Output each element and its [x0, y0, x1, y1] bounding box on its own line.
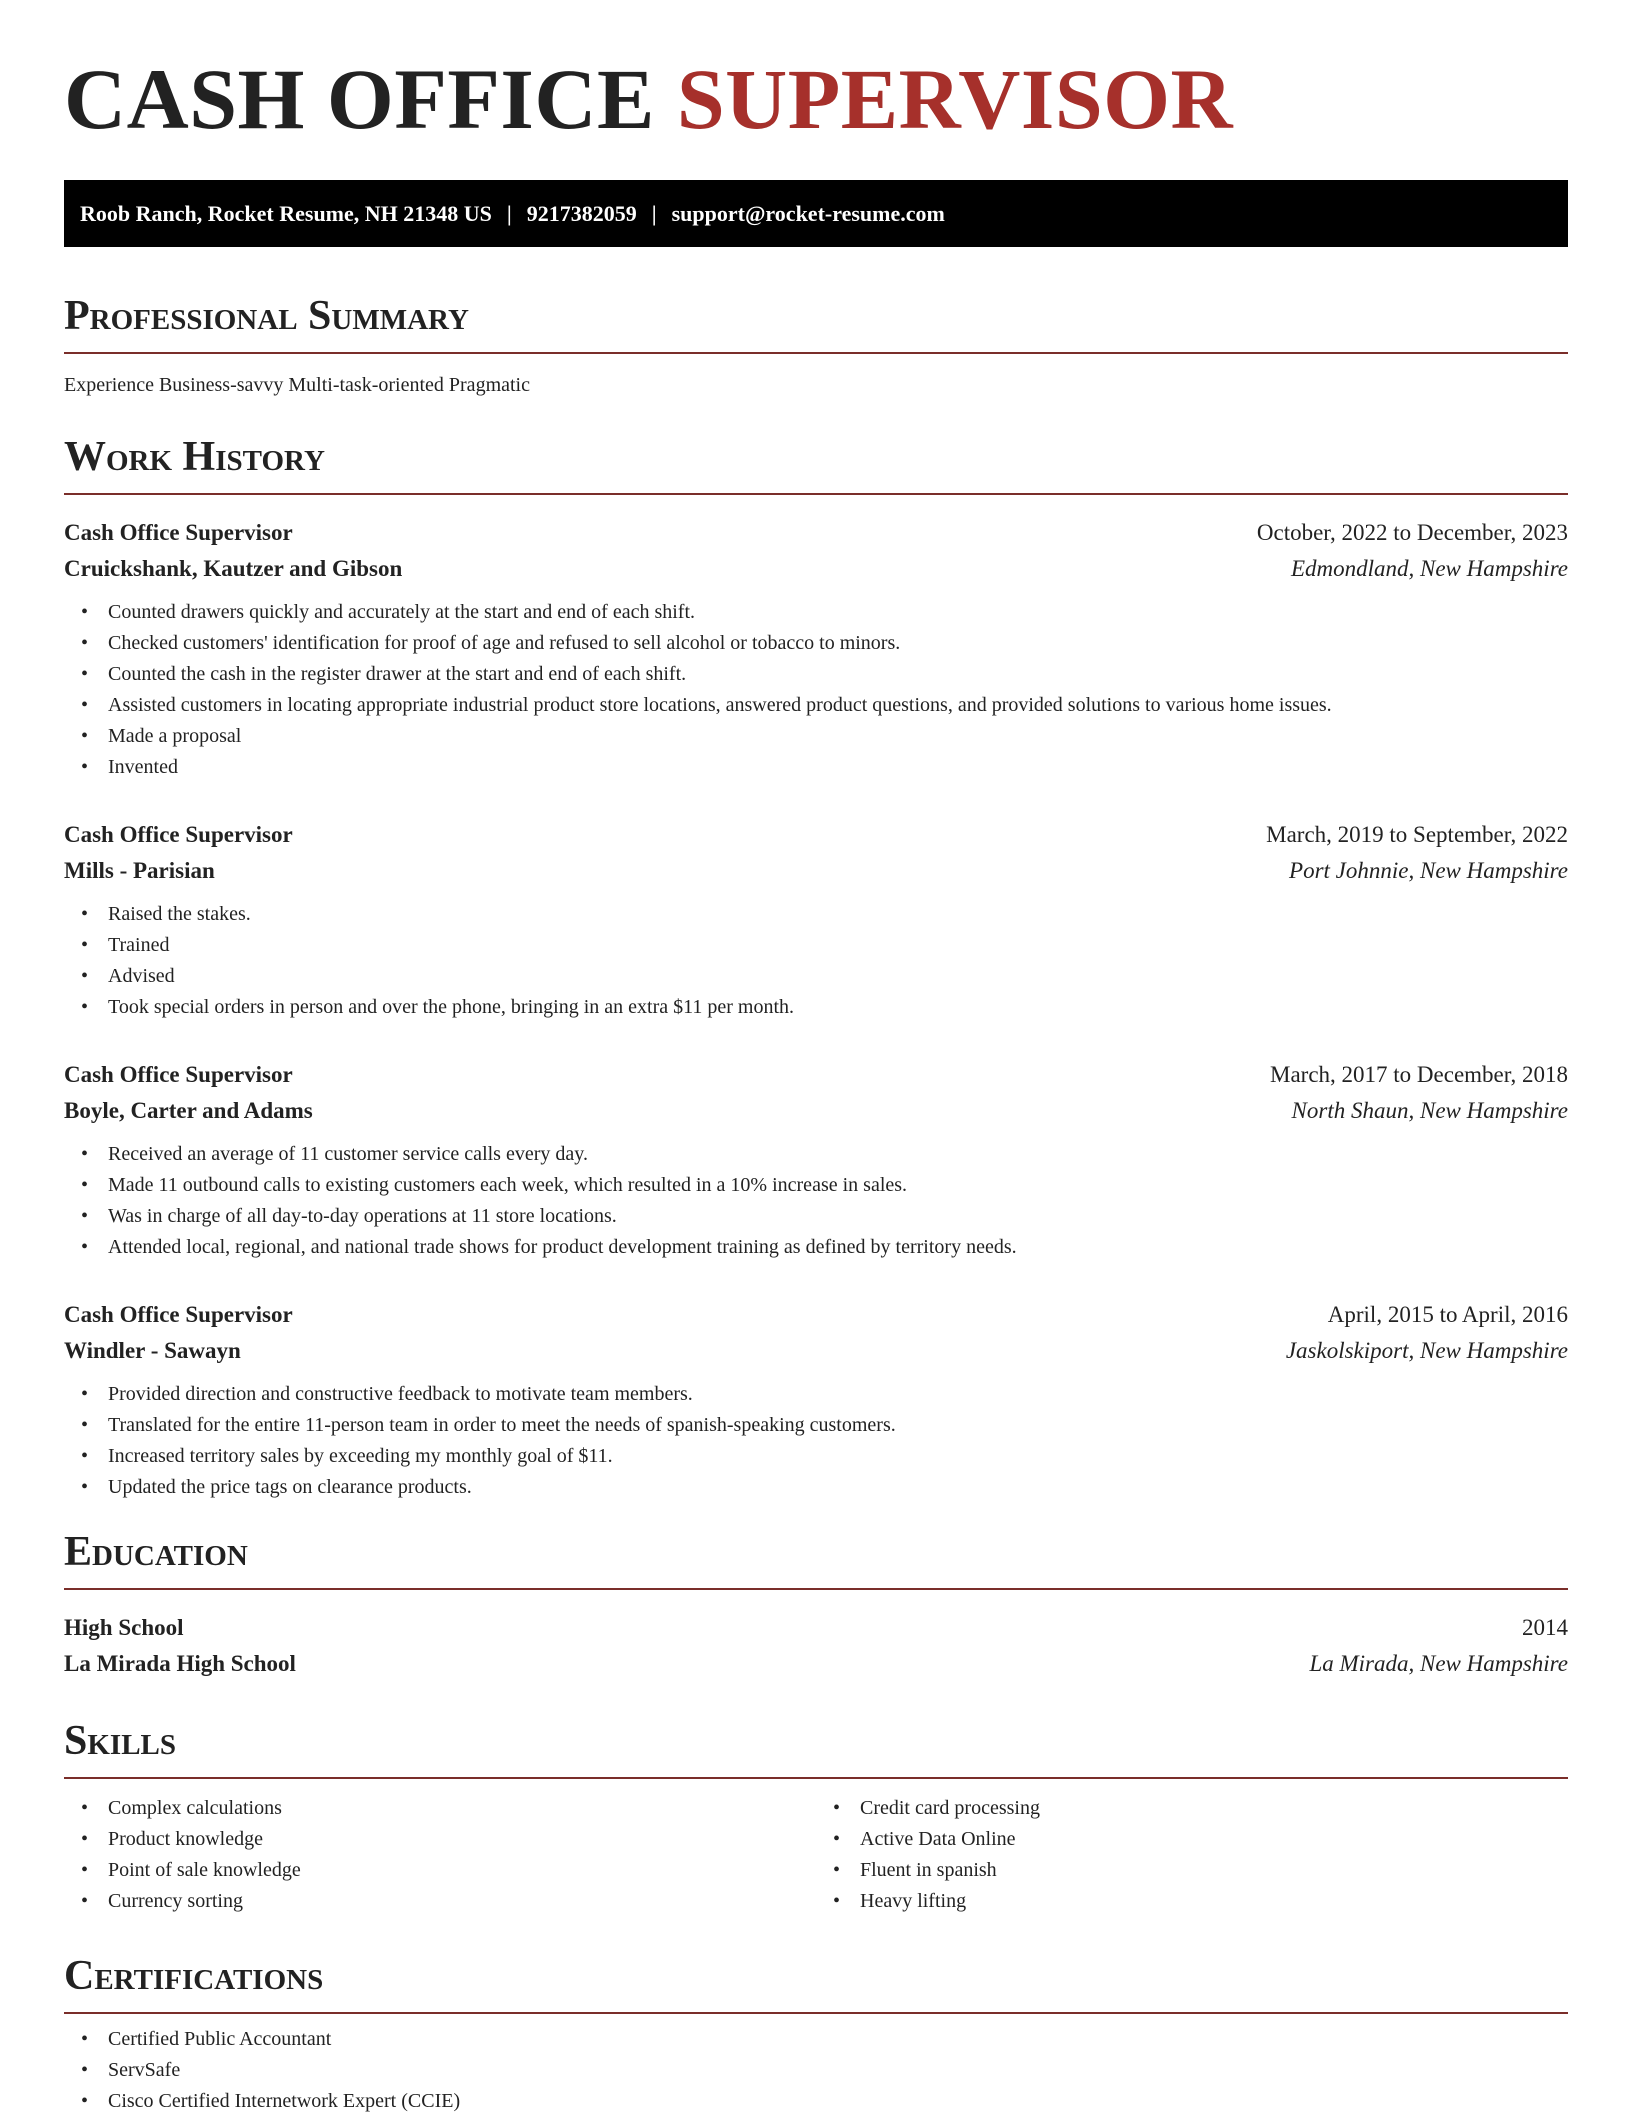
job-company: Cruickshank, Kautzer and Gibson	[64, 556, 403, 581]
skill-item: • Complex calculations	[108, 1793, 816, 1824]
contact-phone[interactable]: 9217382059	[526, 200, 637, 226]
job-bullet: • Invented	[108, 752, 1568, 783]
skills-column-left	[64, 1793, 816, 1917]
job-bullet: • Updated the price tags on clearance products.	[108, 1472, 1568, 1503]
education-degree-row	[64, 1610, 1568, 1646]
job-company-row	[64, 551, 1568, 587]
job-company-row	[64, 1333, 1568, 1369]
job-company-row	[64, 853, 1568, 889]
job-bullet: • Attended local, regional, and national trade shows for product development training as defined by territory needs.	[108, 1232, 1568, 1263]
certifications-section	[64, 1955, 1568, 2117]
certifications-list	[64, 2024, 1568, 2117]
job-role: Cash Office Supervisor	[64, 822, 293, 847]
certifications-title: Certifications	[64, 1953, 324, 1999]
contact-separator: |	[506, 200, 512, 226]
education-title: Education	[64, 1529, 248, 1575]
summary-text: Experience Business-savvy Multi-task-oriented Pragmatic	[64, 374, 530, 396]
section-divider	[64, 352, 1568, 354]
job-header-row	[64, 1297, 1568, 1333]
job-location: Port Johnnie, New Hampshire	[1289, 858, 1568, 883]
job-dates: March, 2017 to December, 2018	[1270, 1062, 1568, 1087]
certification-item: • Certified Public Accountant	[108, 2024, 1568, 2055]
job-bullet: • Assisted customers in locating appropriate industrial product store locations, answered product questions, and provided solutions to various home issues.	[108, 690, 1568, 721]
certification-item: • ServSafe	[108, 2055, 1568, 2086]
skills-section	[64, 1720, 1568, 1917]
job-location: Edmondland, New Hampshire	[1290, 556, 1568, 581]
job-company: Boyle, Carter and Adams	[64, 1098, 313, 1123]
education-degree: High School	[64, 1615, 184, 1640]
section-divider	[64, 2012, 1568, 2014]
job-bullet: • Translated for the entire 11-person team in order to meet the needs of spanish-speaking customers.	[108, 1410, 1568, 1441]
job-location: Jaskolskiport, New Hampshire	[1285, 1338, 1568, 1363]
contact-separator: |	[651, 200, 657, 226]
job-entry	[64, 817, 1568, 1023]
skills-column-right	[816, 1793, 1568, 1917]
job-bullet: • Received an average of 11 customer service calls every day.	[108, 1139, 1568, 1170]
summary-title: Professional Summary	[64, 293, 469, 339]
skill-item: • Active Data Online	[860, 1824, 1568, 1855]
job-role: Cash Office Supervisor	[64, 1062, 293, 1087]
contact-address: Roob Ranch, Rocket Resume, NH 21348 US	[80, 200, 492, 226]
job-bullet: • Increased territory sales by exceeding my monthly goal of $11.	[108, 1441, 1568, 1472]
job-location: North Shaun, New Hampshire	[1291, 1098, 1568, 1123]
job-bullets	[64, 899, 1568, 1023]
job-header-row	[64, 817, 1568, 853]
education-section	[64, 1531, 1568, 1682]
job-bullet: • Checked customers' identification for proof of age and refused to sell alcohol or tobacco to minors.	[108, 628, 1568, 659]
job-bullet: • Counted drawers quickly and accurately at the start and end of each shift.	[108, 597, 1568, 628]
job-entry	[64, 515, 1568, 783]
skill-item: • Product knowledge	[108, 1824, 816, 1855]
section-divider	[64, 493, 1568, 495]
skill-item: • Heavy lifting	[860, 1886, 1568, 1917]
job-header-row	[64, 515, 1568, 551]
skill-item: • Fluent in spanish	[860, 1855, 1568, 1886]
job-bullet: • Raised the stakes.	[108, 899, 1568, 930]
work-history-section	[64, 436, 1568, 1503]
name-first: CASH OFFICE	[64, 51, 655, 147]
resume-name	[64, 51, 1568, 147]
job-bullet: • Made 11 outbound calls to existing customers each week, which resulted in a 10% increase in sales.	[108, 1170, 1568, 1201]
job-bullets	[64, 597, 1568, 783]
job-bullet: • Trained	[108, 930, 1568, 961]
summary-section	[64, 295, 1568, 398]
skills-grid	[64, 1793, 1568, 1917]
skill-item: • Credit card processing	[860, 1793, 1568, 1824]
job-role: Cash Office Supervisor	[64, 1302, 293, 1327]
certification-item: • Cisco Certified Internetwork Expert (CCIE)	[108, 2086, 1568, 2117]
job-company: Windler - Sawayn	[64, 1338, 241, 1363]
work-history-title: Work History	[64, 434, 325, 480]
job-dates: October, 2022 to December, 2023	[1256, 520, 1568, 545]
job-company-row	[64, 1093, 1568, 1129]
job-bullet: • Made a proposal	[108, 721, 1568, 752]
job-company: Mills - Parisian	[64, 858, 215, 883]
section-divider	[64, 1777, 1568, 1779]
job-dates: March, 2019 to September, 2022	[1266, 822, 1568, 847]
job-bullet: • Was in charge of all day-to-day operations at 11 store locations.	[108, 1201, 1568, 1232]
education-entry	[64, 1610, 1568, 1682]
education-location: La Mirada, New Hampshire	[1309, 1651, 1568, 1676]
job-bullets	[64, 1379, 1568, 1503]
education-year: 2014	[1522, 1615, 1568, 1640]
skill-item: • Currency sorting	[108, 1886, 816, 1917]
job-entry	[64, 1297, 1568, 1503]
job-role: Cash Office Supervisor	[64, 520, 293, 545]
job-bullet: • Counted the cash in the register drawer at the start and end of each shift.	[108, 659, 1568, 690]
job-header-row	[64, 1057, 1568, 1093]
contact-bar	[64, 180, 1568, 247]
job-bullet: • Took special orders in person and over the phone, bringing in an extra $11 per month.	[108, 992, 1568, 1023]
skills-title: Skills	[64, 1718, 177, 1764]
section-divider	[64, 1588, 1568, 1590]
education-school-row	[64, 1646, 1568, 1682]
job-bullet: • Provided direction and constructive feedback to motivate team members.	[108, 1379, 1568, 1410]
job-bullet: • Advised	[108, 961, 1568, 992]
job-bullets	[64, 1139, 1568, 1263]
skill-item: • Point of sale knowledge	[108, 1855, 816, 1886]
job-dates: April, 2015 to April, 2016	[1327, 1302, 1568, 1327]
job-entry	[64, 1057, 1568, 1263]
education-school: La Mirada High School	[64, 1651, 296, 1676]
name-second: SUPERVISOR	[676, 51, 1234, 147]
contact-email[interactable]: support@rocket-resume.com	[671, 200, 945, 226]
